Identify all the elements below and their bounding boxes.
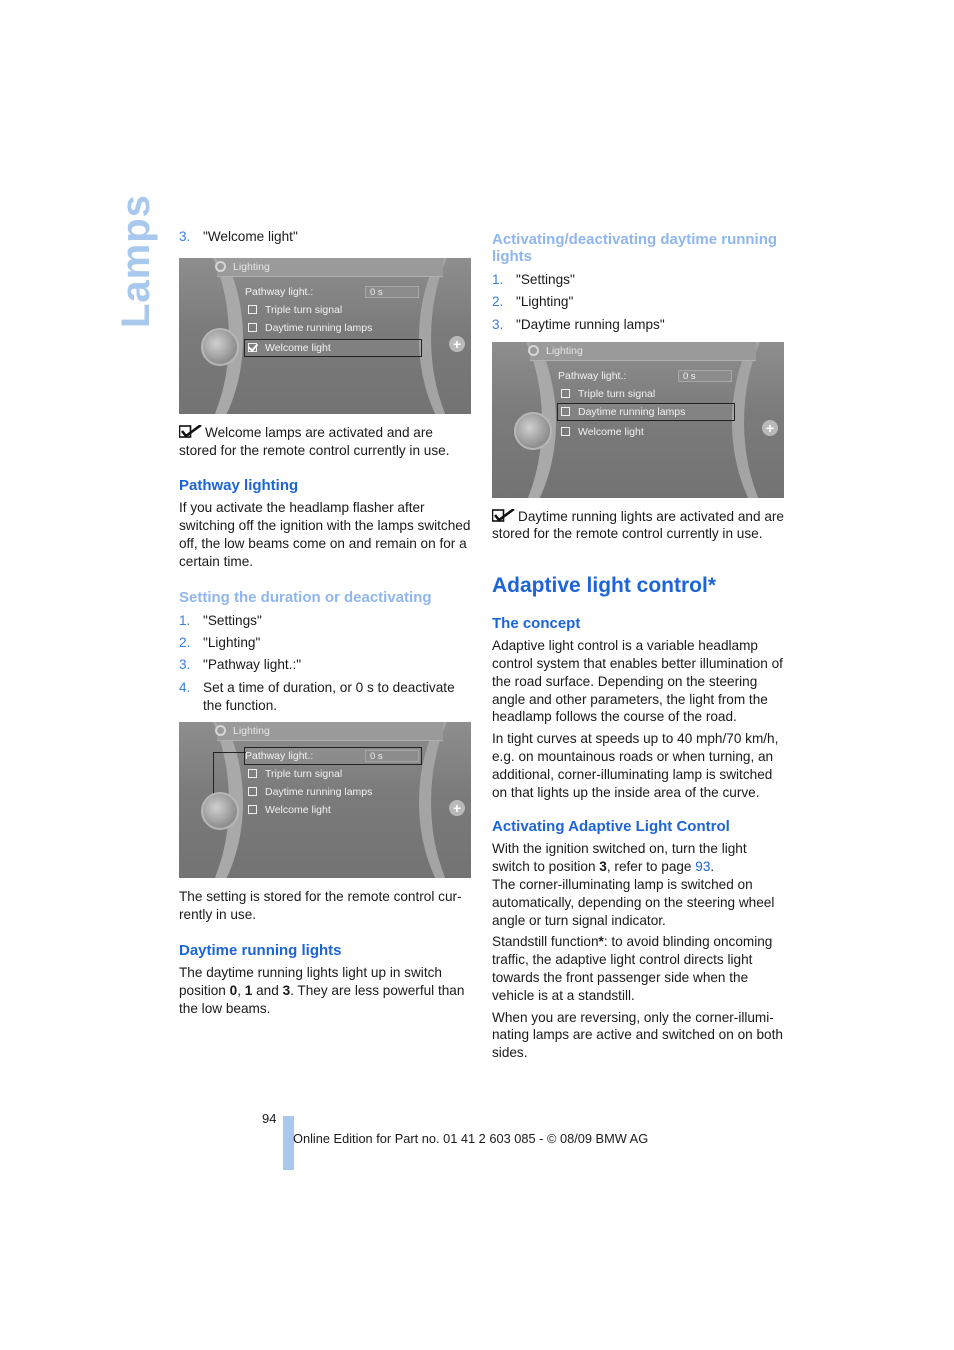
value-box: 0 s <box>365 750 419 762</box>
plus-icon: + <box>449 800 465 816</box>
value-box: 0 s <box>678 370 732 382</box>
menu-row-daytime: Daytime running lamps <box>245 784 421 800</box>
activating-alc-paragraph-2: The corner-illuminating lamp is switched on automatically, depending on the steering wheel angle or turn signal indicator. <box>492 876 775 928</box>
standstill-paragraph: Standstill function*: to avoid blinding oncoming traffic, the adaptive light control directs light towards the front passenger side when the vehicle is at a standstill. <box>492 934 773 1003</box>
daytime-note: Daytime running lights are activated and are stored for the remote control currently in use. <box>492 508 784 542</box>
concept-heading: The concept <box>492 615 581 633</box>
pathway-text: If you activate the headlamp flasher after switching off the ignition with the lamps switched off, the low beams come on and remain on for a certain time. <box>179 500 471 569</box>
welcome-note: Welcome lamps are activated and are stored for the remote control currently in use. <box>179 424 450 458</box>
page-number: 94 <box>262 1111 277 1126</box>
left-column <box>179 228 471 1017</box>
checkbox-icon <box>561 427 570 436</box>
checkbox-icon <box>248 787 257 796</box>
menu-row-pathway: Pathway light.: 0 s <box>558 368 734 384</box>
activating-heading: Activating/deactivating daytime running lights <box>492 231 778 265</box>
list-item <box>179 228 471 246</box>
checkbox-icon <box>248 769 257 778</box>
menu-row-daytime: Daytime running lamps <box>245 320 421 336</box>
right-column <box>492 228 784 1062</box>
duration-steps <box>179 612 471 715</box>
daytime-heading: Daytime running lights <box>179 941 342 959</box>
menu-row-daytime-selected: Daytime running lamps <box>558 404 734 420</box>
concept-paragraph-1: Adaptive light control is a variable headlamp control system that enables better illumination of the road surface. Depending on the steering angle and other parameters, the light from the headlamp follows the course of the road. <box>492 638 783 725</box>
plus-icon: + <box>449 336 465 352</box>
step-text: "Welcome light" <box>203 229 298 244</box>
welcome-step-list <box>179 228 471 246</box>
idrive-screen-welcome <box>179 258 471 414</box>
duration-heading: Setting the duration or deactivating <box>179 588 432 606</box>
list-item: 3. "Pathway light.:" <box>179 657 302 673</box>
list-item: 2. "Lighting" <box>492 294 574 310</box>
step-number: 3. <box>179 229 191 244</box>
daytime-text: The daytime running lights light up in switch position 0, 1 and 3. They are less powerful than the low beams. <box>179 964 465 1016</box>
list-item: 1. "Settings" <box>179 612 262 628</box>
menu-row-triple: Triple turn signal <box>245 766 421 782</box>
menu-row-triple: Triple turn signal <box>558 386 734 402</box>
list-item: 3. "Daytime running lamps" <box>492 316 665 332</box>
screen-title: Lighting <box>233 725 270 738</box>
adaptive-light-control-heading: Adaptive light control* <box>492 574 717 598</box>
controller-knob-icon <box>201 328 239 366</box>
menu-row-triple: Triple turn signal <box>245 302 421 318</box>
idrive-screen-daytime <box>492 342 784 498</box>
screen-title: Lighting <box>546 344 583 357</box>
menu-row-welcome-selected: Welcome light <box>245 340 421 356</box>
gear-icon <box>528 345 539 356</box>
activating-steps <box>492 271 784 334</box>
menu-row-welcome: Welcome light <box>245 802 421 818</box>
checkbox-icon <box>561 389 570 398</box>
reversing-paragraph: When you are reversing, only the corner-illumi-nating lamps are active and switched on on both sides. <box>492 1009 783 1061</box>
gear-icon <box>215 261 226 272</box>
checkbox-icon <box>248 305 257 314</box>
setting-note: The setting is stored for the remote control cur-rently in use. <box>179 889 462 923</box>
controller-knob-icon <box>514 412 552 450</box>
checkbox-icon <box>248 323 257 332</box>
concept-paragraph-2: In tight curves at speeds up to 40 mph/70 km/h, e.g. on mountainous roads or when turning, an additional, corner-illuminating lamp is switched on that lights up the inside area of the curve. <box>492 731 779 800</box>
value-box: 0 s <box>365 286 419 298</box>
chapter-side-label: Lamps <box>114 194 158 328</box>
menu-row-welcome: Welcome light <box>558 424 734 440</box>
checked-checkbox-icon <box>248 343 257 352</box>
pathway-heading: Pathway lighting <box>179 477 299 495</box>
list-item: 1. "Settings" <box>492 272 575 287</box>
screen-title: Lighting <box>233 260 270 273</box>
activated-check-icon <box>179 425 203 439</box>
list-item: 2. "Lighting" <box>179 634 261 650</box>
idrive-screen-pathway <box>179 722 471 878</box>
checkbox-icon <box>248 805 257 814</box>
list-item: 4. Set a time of duration, or 0 s to deactivate the function. <box>179 679 455 713</box>
footer-edition-text: Online Edition for Part no. 01 41 2 603 085 - © 08/09 BMW AG <box>293 1131 649 1146</box>
menu-row-pathway: Pathway light.: 0 s <box>245 284 421 300</box>
activated-check-icon <box>492 509 516 523</box>
activating-alc-heading: Activating Adaptive Light Control <box>492 818 730 836</box>
activating-alc-paragraph-1: With the ignition switched on, turn the light switch to position 3, refer to page 93. <box>492 841 747 875</box>
plus-icon: + <box>762 420 778 436</box>
checkbox-icon <box>561 407 570 416</box>
menu-row-pathway-selected: Pathway light.: 0 s <box>245 748 421 764</box>
page-reference-link[interactable]: 93 <box>695 859 711 875</box>
